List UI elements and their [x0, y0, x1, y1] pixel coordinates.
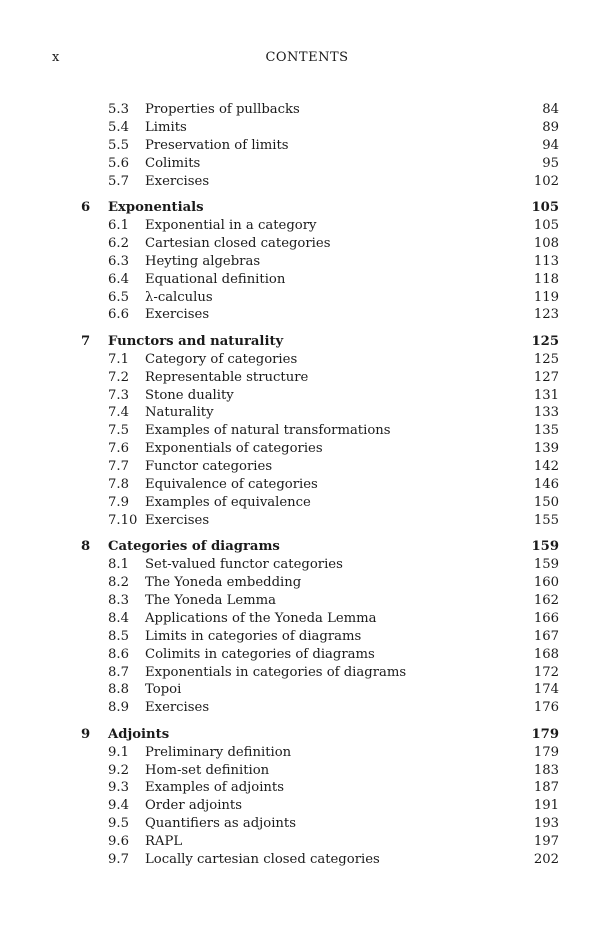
toc-entry-title: Exponential in a category [145, 217, 317, 233]
toc-entry-number: 7.8 [108, 477, 129, 492]
toc-entry-number: 9.6 [108, 834, 129, 850]
toc-section-entry [0, 797, 614, 815]
toc-entry-page: 183 [533, 762, 559, 778]
toc-entry-title: Topoi [145, 682, 182, 698]
toc-entry-number: 8 [81, 539, 91, 555]
toc-entry-title: Quantifiers as adjoints [145, 816, 296, 832]
toc-entry-number: 7.6 [108, 441, 129, 457]
toc-section-entry [0, 422, 614, 440]
toc-entry-number: 8.9 [108, 700, 129, 716]
toc-entry-number: 7.9 [108, 494, 129, 510]
toc-entry-page: 118 [533, 271, 559, 287]
toc-entry-title: Exercises [145, 173, 210, 189]
toc-entry-title: Preservation of limits [145, 137, 289, 153]
toc-entry-title: RAPL [145, 834, 183, 850]
toc-entry-page: 159 [531, 539, 559, 555]
toc-entry-title: Properties of pullbacks [145, 102, 300, 117]
toc-entry-number: 9.1 [108, 744, 129, 760]
toc-section-entry [0, 155, 614, 173]
toc-entry-page: 167 [533, 628, 559, 644]
toc-entry-page: 123 [533, 307, 559, 323]
toc-entry-title: Functors and naturality [108, 333, 284, 349]
toc-entry-title: The Yoneda embedding [145, 575, 302, 591]
toc-entry-page: 150 [533, 494, 559, 510]
toc-entry-page: 155 [533, 512, 559, 528]
toc-entry-title: Exercises [145, 700, 210, 716]
toc-entry-number: 6.4 [108, 271, 129, 287]
toc-entry-title: Stone duality [145, 387, 234, 403]
toc-entry-number: 7.2 [108, 369, 129, 385]
toc-section-entry [0, 681, 614, 699]
toc-chapter-entry [0, 199, 614, 217]
toc-section-entry [0, 762, 614, 780]
toc-entry-title: Hom-set definition [145, 762, 270, 778]
toc-entry-title: Exponentials of categories [145, 441, 323, 457]
toc-section-entry [0, 306, 614, 324]
toc-entry-number: 7.3 [108, 387, 129, 403]
toc-section-entry [0, 574, 614, 592]
toc-entry-title: Equivalence of categories [145, 477, 318, 492]
toc-entry-title: Category of categories [145, 351, 298, 367]
toc-entry-title: Exercises [145, 512, 210, 528]
toc-entry-title: Representable structure [145, 369, 309, 385]
toc-entry-title: Equational definition [145, 271, 286, 287]
toc-entry-title: Exercises [145, 307, 210, 323]
toc-section-entry [0, 289, 614, 307]
toc-entry-page: 179 [531, 726, 559, 742]
toc-entry-number: 8.3 [108, 592, 129, 608]
toc-entry-title: Exponentials in categories of diagrams [145, 664, 407, 680]
toc-entry-title: Exponentials [108, 200, 204, 216]
running-header [52, 50, 562, 68]
toc-entry-number: 8.7 [108, 664, 129, 680]
toc-entry-title: Examples of equivalence [145, 494, 311, 510]
toc-entry-title: Set-valued functor categories [145, 557, 343, 573]
toc-section-entry [0, 494, 614, 512]
toc-entry-number: 8.4 [108, 610, 129, 626]
toc-entry-number: 8.1 [108, 557, 129, 573]
toc-entry-number: 9.7 [108, 852, 129, 867]
page-number: x [52, 50, 60, 65]
toc-entry-title: Adjoints [108, 726, 170, 742]
toc-section-entry [0, 404, 614, 422]
toc-entry-title: Cartesian closed categories [145, 235, 331, 251]
toc-entry-page: 89 [542, 119, 559, 135]
toc-section-entry [0, 387, 614, 405]
running-title: CONTENTS [265, 50, 349, 65]
toc-section-entry [0, 556, 614, 574]
toc-section-entry [0, 271, 614, 289]
toc-entry-page: 94 [542, 137, 559, 153]
toc-entry-page: 159 [533, 557, 559, 573]
toc-chapter-entry [0, 726, 614, 744]
toc-section-entry [0, 699, 614, 717]
toc-entry-number: 8.6 [108, 646, 129, 662]
toc-section-entry [0, 253, 614, 271]
toc-section-entry [0, 851, 614, 869]
toc-entry-title: Limits [145, 119, 187, 135]
toc-entry-title: Preliminary definition [145, 744, 292, 760]
toc-entry-page: 193 [533, 816, 559, 832]
toc-entry-title: Naturality [145, 405, 214, 421]
toc-entry-title: Colimits in categories of diagrams [145, 646, 375, 662]
toc-section-entry [0, 610, 614, 628]
toc-entry-number: 9 [81, 726, 91, 742]
toc-entry-page: 84 [542, 102, 559, 117]
toc-entry-page: 179 [533, 744, 559, 760]
toc-entry-title: Examples of adjoints [145, 780, 284, 796]
toc-entry-number: 9.2 [108, 762, 129, 778]
toc-section-entry [0, 137, 614, 155]
toc-entry-page: 187 [533, 780, 559, 796]
toc-entry-page: 108 [533, 235, 559, 251]
toc-section-entry [0, 744, 614, 762]
toc-section-entry [0, 646, 614, 664]
toc-entry-number: 6.5 [108, 289, 129, 305]
table-of-contents [0, 101, 614, 869]
toc-section-entry [0, 217, 614, 235]
toc-chapter-entry [0, 538, 614, 556]
toc-section-entry [0, 779, 614, 797]
toc-entry-page: 125 [531, 333, 559, 349]
toc-entry-page: 162 [533, 592, 559, 608]
toc-entry-page: 95 [542, 155, 559, 171]
toc-entry-page: 105 [533, 217, 559, 233]
toc-entry-number: 6.2 [108, 235, 129, 251]
toc-entry-number: 6 [81, 200, 91, 216]
toc-entry-page: 133 [533, 405, 559, 421]
toc-section-entry [0, 833, 614, 851]
toc-section-entry [0, 458, 614, 476]
toc-entry-page: 160 [533, 575, 559, 591]
toc-entry-number: 7.10 [108, 512, 138, 528]
toc-entry-page: 172 [533, 664, 559, 680]
toc-entry-number: 6.3 [108, 253, 129, 269]
toc-entry-title: Examples of natural transformations [145, 423, 391, 439]
toc-section-entry [0, 628, 614, 646]
toc-entry-number: 9.4 [108, 798, 129, 814]
toc-entry-title: λ-calculus [145, 289, 213, 305]
toc-entry-number: 5.7 [108, 173, 129, 189]
toc-chapter-entry [0, 333, 614, 351]
toc-entry-number: 5.5 [108, 137, 129, 153]
toc-entry-title: The Yoneda Lemma [145, 592, 277, 608]
toc-entry-number: 5.4 [108, 119, 129, 135]
toc-entry-page: 113 [533, 253, 559, 269]
toc-entry-page: 191 [533, 798, 559, 814]
toc-entry-number: 5.3 [108, 102, 129, 117]
toc-entry-title: Heyting algebras [145, 253, 261, 269]
toc-entry-title: Locally cartesian closed categories [145, 852, 380, 867]
toc-entry-page: 202 [533, 852, 559, 867]
toc-entry-page: 168 [533, 646, 559, 662]
toc-entry-number: 7.5 [108, 423, 129, 439]
toc-entry-page: 102 [533, 173, 559, 189]
toc-entry-number: 9.5 [108, 816, 129, 832]
toc-section-entry [0, 815, 614, 833]
toc-section-entry [0, 235, 614, 253]
toc-entry-title: Applications of the Yoneda Lemma [145, 610, 377, 626]
toc-entry-number: 6.6 [108, 307, 129, 323]
toc-entry-number: 7 [81, 333, 91, 349]
toc-section-entry [0, 664, 614, 682]
toc-section-entry [0, 476, 614, 494]
toc-entry-page: 125 [533, 351, 559, 367]
toc-entry-page: 174 [533, 682, 559, 698]
toc-section-entry [0, 512, 614, 530]
toc-section-entry [0, 351, 614, 369]
toc-entry-page: 139 [533, 441, 559, 457]
toc-entry-number: 8.2 [108, 575, 129, 591]
toc-entry-number: 7.1 [108, 351, 129, 367]
toc-section-entry [0, 101, 614, 119]
toc-entry-page: 127 [533, 369, 559, 385]
toc-entry-page: 131 [533, 387, 559, 403]
toc-entry-number: 8.5 [108, 628, 129, 644]
toc-entry-title: Functor categories [145, 459, 273, 475]
toc-section-entry [0, 592, 614, 610]
toc-section-entry [0, 440, 614, 458]
toc-entry-number: 7.4 [108, 405, 129, 421]
toc-entry-page: 119 [533, 289, 559, 305]
toc-entry-title: Categories of diagrams [108, 539, 280, 555]
toc-entry-page: 135 [533, 423, 559, 439]
toc-entry-number: 8.8 [108, 682, 129, 698]
toc-entry-number: 5.6 [108, 155, 129, 171]
toc-entry-page: 146 [533, 477, 559, 492]
toc-entry-page: 176 [533, 700, 559, 716]
toc-entry-page: 197 [533, 834, 559, 850]
toc-section-entry [0, 173, 614, 191]
toc-entry-number: 9.3 [108, 780, 129, 796]
toc-entry-page: 166 [533, 610, 559, 626]
toc-entry-page: 105 [531, 200, 559, 216]
toc-entry-title: Order adjoints [145, 798, 242, 814]
toc-section-entry [0, 119, 614, 137]
toc-section-entry [0, 369, 614, 387]
toc-entry-page: 142 [533, 459, 559, 475]
toc-entry-title: Limits in categories of diagrams [145, 628, 362, 644]
toc-entry-number: 6.1 [108, 217, 129, 233]
toc-entry-number: 7.7 [108, 459, 129, 475]
toc-entry-title: Colimits [145, 155, 201, 171]
